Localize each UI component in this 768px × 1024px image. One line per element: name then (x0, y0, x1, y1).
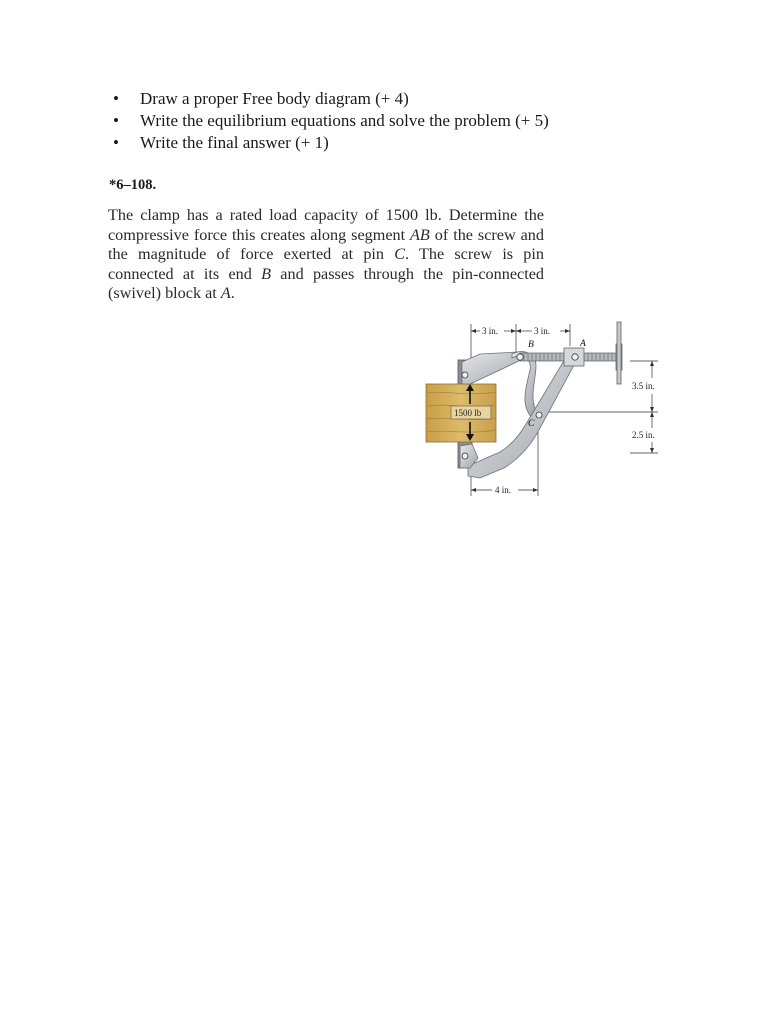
pin-b (517, 354, 523, 360)
problem-text-var: B (261, 264, 271, 283)
bullet-icon: • (113, 89, 119, 108)
instruction-item (113, 110, 549, 132)
pin-c (536, 412, 542, 418)
pin-a (572, 354, 578, 360)
problem-text-part: . (230, 284, 235, 302)
dim-top-left: 3 in. (482, 326, 499, 336)
dim-bottom: 4 in. (495, 485, 512, 495)
problem-text-part: of the screw and the magnitude of force exerted at pin (108, 225, 544, 263)
pin-upper (462, 372, 468, 378)
problem-number: *6–108. (109, 177, 157, 193)
label-b: B (528, 340, 534, 350)
problem-text-var: C (394, 245, 406, 263)
problem-text-part: The clamp has a rated load capacity of 1500 lb. Determine the compressive force this creates along segment (108, 206, 544, 244)
problem-statement (108, 206, 544, 304)
problem-text-part: . The screw is pin connected at its end (108, 245, 544, 283)
instruction-text: Draw a proper Free body diagram (+ 4) (140, 89, 409, 108)
instruction-text: Write the final answer (+ 1) (140, 133, 329, 152)
instruction-item (113, 88, 549, 110)
t-handle (617, 322, 621, 384)
clamp-diagram (420, 318, 680, 503)
instruction-item (113, 132, 549, 154)
instruction-list (113, 88, 549, 154)
problem-text-var: AB (410, 225, 430, 244)
label-a: A (580, 339, 586, 349)
problem-text-part: and passes through the pin-connected (swivel) block at (108, 264, 544, 302)
dim-right-upper: 3.5 in. (632, 381, 655, 391)
dim-right-lower: 2.5 in. (632, 430, 655, 440)
problem-text-var: A (220, 284, 231, 302)
pin-lower (462, 453, 468, 459)
bullet-icon: • (113, 111, 119, 130)
instruction-text: Write the equilibrium equations and solve the problem (+ 5) (140, 111, 549, 130)
bullet-icon: • (113, 133, 119, 152)
label-c: C (528, 419, 535, 429)
dim-top-right: 3 in. (534, 326, 551, 336)
load-label: 1500 lb (454, 408, 482, 418)
clamp-figure (420, 318, 680, 503)
